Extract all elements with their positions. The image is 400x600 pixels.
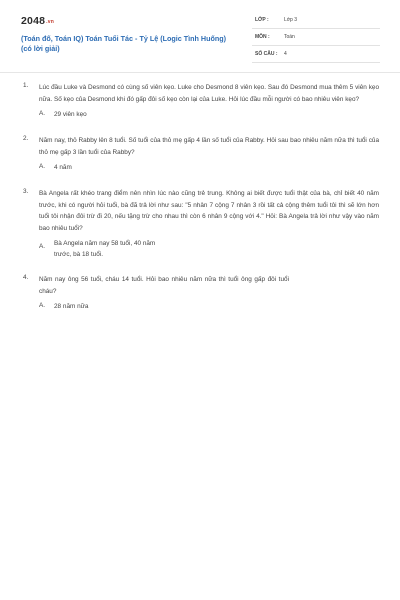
answer-letter: A. (39, 110, 46, 117)
answer-option[interactable] (39, 301, 400, 313)
grade-value: Lớp 3 (284, 17, 298, 23)
question-item (0, 82, 400, 121)
question-text: Lúc đầu Luke và Desmond có cùng số viên kẹo. Luke cho Desmond 8 viên kẹo. Sau đó Desmond mua thêm 5 viên kẹo nữa. Số kẹo của Desmond khi đó gấp đôi số kẹo còn lại của Luke. Hỏi lúc đầu mỗi người có bao nhiêu viên kẹo? (39, 84, 379, 103)
answer-text: Bà Angela năm nay 58 tuổi, 40 năm trước, bà 18 tuổi. (54, 240, 156, 258)
question-number: 1. (23, 82, 29, 89)
question-item (0, 135, 400, 174)
question-count-label: SỐ CÂU : (255, 51, 278, 57)
subject-label: MÔN : (255, 34, 270, 40)
question-item (0, 188, 400, 260)
question-item (0, 274, 400, 313)
answer-letter: A. (39, 243, 46, 250)
answer-letter: A. (39, 302, 46, 309)
answer-option[interactable] (39, 238, 400, 260)
meta-subject-row (252, 31, 380, 46)
question-number: 2. (23, 135, 29, 142)
answer-option[interactable] (39, 162, 400, 174)
answer-letter: A. (39, 163, 46, 170)
question-number: 4. (23, 274, 29, 281)
answer-text: 4 năm (54, 164, 72, 171)
meta-grade-row (252, 14, 380, 29)
worksheet-header (0, 0, 400, 66)
logo-text: 2048 (21, 15, 46, 27)
logo-suffix: .vn (46, 19, 54, 25)
site-logo[interactable] (21, 15, 54, 27)
question-count-value: 4 (284, 51, 287, 57)
question-text: Năm nay ông 56 tuổi, cháu 14 tuổi. Hỏi bao nhiêu năm nữa thì tuổi ông gấp đôi tuổi cháu? (39, 276, 289, 295)
answer-text: 28 năm nữa (54, 303, 89, 310)
worksheet-meta (252, 14, 380, 65)
question-list (0, 82, 400, 327)
subject-value: Toán (284, 34, 295, 40)
answer-option[interactable] (39, 109, 400, 121)
question-number: 3. (23, 188, 29, 195)
answer-text: 29 viên kẹo (54, 111, 87, 118)
question-text: Năm nay, thỏ Rabby lên 8 tuổi. Số tuổi của thỏ mẹ gấp 4 lần số tuổi của Rabby. Hỏi sau bao nhiêu năm nữa thì tuổi của thỏ mẹ gấp 3 lần tuổi của Rabby? (39, 137, 379, 156)
grade-label: LỚP : (255, 17, 269, 23)
header-divider (0, 72, 400, 73)
worksheet-title: (Toán đố, Toán IQ) Toán Tuổi Tác - Tỷ Lệ (Logic Tình Huống) (có lời giải) (21, 34, 227, 53)
meta-count-row (252, 48, 380, 63)
question-text: Bà Angela rất khéo trang điểm nên nhìn lúc nào cũng trẻ trung. Không ai biết được tuổi thật của bà, chỉ biết 40 năm trước, khi có người hỏi tuổi, bà đã trả lời như sau: "5 nhân 7 cộng 7 nhân 3 rồi tất cả cộng thêm tuổi tôi thì sẽ lớn hơn tuổi tôi nhận đôi trừ đi 20, nếu tặng trừ cho nhau thì còn 6 nhân 9 cộng với 4." Hỏi: Bà Angela trả lời như vậy vào năm bao nhiêu tuổi? (39, 190, 379, 232)
